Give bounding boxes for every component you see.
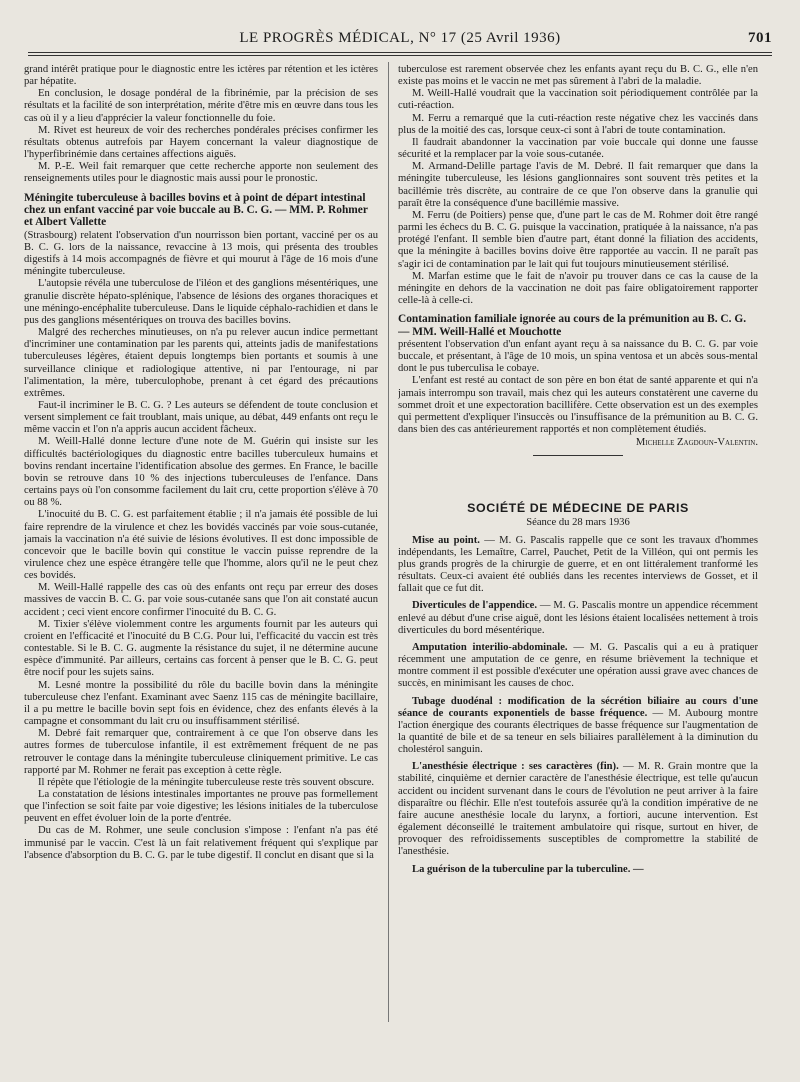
paragraph: M. Rivet est heureux de voir des recherches pondérales précises confirmer les résultats obtenus autrefois par Hayem concernant la valeur diagnostique de l'hyperfibrinémie dans certaines affections aiguës.: [24, 124, 378, 161]
paragraph: Il faudrait abandonner la vaccination par voie buccale qui donne une fausse sécurité et la remplacer par la voie sous-cutanée.: [398, 136, 758, 161]
paragraph: M. Ferru (de Poitiers) pense que, d'une part le cas de M. Rohmer doit être rangé parmi les échecs du B. C. G. puisque la vaccination, pratiquée à la naissance, n'a pas protégé l'enfant. Il semble bien d'autre part, étant donné la filiation des accidents, que la méningite à bacilles bovins doive être rapportée au vaccin. Il ne paraît pas s'agir ici de contamination par le lait qui fut toujours minutieusement stérilisé.: [398, 209, 758, 270]
paragraph: M. P.-E. Weil fait remarquer que cette recherche apporte non seulement des renseignements utiles pour le diagnostic mais aussi pour le pronostic.: [24, 161, 378, 185]
article-heading: Amputation interilio-abdominale.: [412, 641, 568, 653]
paragraph: Malgré des recherches minutieuses, on n'a pu relever aucun indice permettant d'incriminer une contamination par les parents qui, atteints jadis de manifestations tuberculeuses légères, étaient depuis longtemps bien portants et soumis à une surveillance clinique et radiologique attentive, ni par l'entourage, ni par l'alimentation, la mère, tuberculophobe, prenant à cet égard des précautions extrêmes.: [24, 327, 378, 399]
article-heading: L'anesthésie électrique : ses caractères (fin).: [412, 761, 619, 773]
article-heading: Tubage duodénal : modification de la sécrétion biliaire au cours d'une séance de courants exponentiels de basse fréquence.: [398, 695, 758, 719]
paragraph: M. Ferru a remarqué que la cuti-réaction reste négative chez les vaccinés dans plus de la moitié des cas, lorsque ceux-ci sont à l'abri de toute contamination.: [398, 112, 758, 136]
paragraph: En conclusion, le dosage pondéral de la fibrinémie, par la précision de ses résultats et la facilité de son interprétation, mérite d'être mis en œuvre dans tous les cas où il y a lieu d'apprécier la valeur fonctionnelle du foie.: [24, 88, 378, 124]
paragraph: M. Weill-Hallé rappelle des cas où des enfants ont reçu par erreur des doses massives de vaccin B. C. G. par voie sous-cutanée sans que l'on ait constaté aucun accident ; ceci vient encore confirmer l'inocuité du B. C. G.: [24, 582, 378, 618]
paragraph: M. Armand-Delille partage l'avis de M. Debré. Il fait remarquer que dans la méningite tuberculeuse, les lésions ganglionnaires sont souvent très petites et la bacillémie très discrète, au contraire de ce que l'on observe dans la granulie qui paraît être la conséquence d'une bacillémie massive.: [398, 161, 758, 209]
header-rule-double: [28, 55, 772, 56]
paragraph: Faut-il incriminer le B. C. G. ? Les auteurs se défendent de toute conclusion et versent simplement ce fait troublant, mais unique, au débat, 449 enfants ont reçu le même vaccin et l'on n'a appris aucun accident fâcheux.: [24, 399, 378, 436]
article-heading: Contamination familiale ignorée au cours de la prémunition au B. C. G. — MM. Weill-Hallé et Mouchotte: [398, 313, 747, 338]
left-column: [24, 64, 378, 1054]
article-heading: Diverticules de l'appendice.: [412, 600, 537, 612]
paragraph: La constatation de lésions intestinales importantes ne prouve pas formellement que l'infection se soit faite par voie digestive; les lésions initiales de la tuberculose peuvent en effet évoluer loin de la porte d'entrée.: [24, 788, 378, 825]
paragraph: L'autopsie révéla une tuberculose de l'iléon et des ganglions mésentériques, une granulie discrète hépato-splénique, l'absence de lésions des organes thoraciques et une méningo-encéphalite tuberculeuse. Dans le liquide céphalo-rachidien et dans le pus des ganglions mésentériques on trouva des bacilles bovins.: [24, 278, 378, 326]
section-rule: [533, 455, 623, 456]
paragraph: — M. G. Pascalis qui a eu à pratiquer récemment une amputation de ce genre, en résume brièvement la technique et montre comment il est possible d'exécuter une opération aussi grave avec chances de succès, en minimisant les causes de choc.: [398, 641, 758, 690]
paragraph: présentent l'observation d'un enfant ayant reçu à sa naissance du B. C. G. par voie buccale, et présentant, à l'âge de 10 mois, un spina ventosa et un abcès sous-mental dont le pus tuberculisa le cobaye.: [398, 338, 758, 375]
article-heading: Méningite tuberculeuse à bacilles bovins et à point de départ intestinal chez un enfant vacciné par voie buccale au B. C. G. — MM. P. Rohmer et Albert Vallette: [24, 191, 368, 229]
paragraph: M. Tixier s'élève violemment contre les arguments fournit par les auteurs qui croient en l'efficacité et l'inocuité du B C.G. Pour lui, l'efficacité du vaccin est très contestable. Si le B. C. G. augmente la résistance du sujet, il ne détermine aucune espèce d'immunité. Par ailleurs, certains cas forcent à penser que le B. C. G. peut être nocif pour les sujets sains.: [24, 618, 378, 679]
paragraph: M. Weill-Hallé donne lecture d'une note de M. Guérin qui insiste sur les difficultés bactériologiques du diagnostic entre bacilles tuberculeux humains et bovins rendant incertaine l'identification absolue des germes. En France, le bacille bovin se retrouve dans 10 % des injections tuberculeuses de l'enfance. Dans certains pays où l'on consomme facilement du lait cru, cette proportion s'élève à 70 ou 88 %.: [24, 436, 378, 509]
right-column: [398, 64, 758, 1054]
article-heading: La guérison de la tuberculine par la tuberculine. —: [412, 863, 644, 875]
paragraph: — M. Aubourg montre l'action énergique des courants électriques de basse fréquence sur l'augmentation de la quantité de bile et de sa teneur en sels biliaires parallèlement à la diminution du cholestérol sanguin.: [398, 707, 758, 756]
column-divider: [388, 62, 389, 1022]
article-heading: Mise au point.: [412, 534, 480, 546]
paragraph: grand intérêt pratique pour le diagnostic entre les ictères par rétention et les ictères par hépatite.: [24, 64, 378, 88]
page-number: 701: [748, 30, 772, 46]
paragraph: Il répète que l'étiologie de la méningite tuberculeuse reste très souvent obscure.: [38, 776, 375, 788]
paragraph: M. Debré fait remarquer que, contrairement à ce que l'on observe dans les autres formes de tuberculose infantile, il est extrêmement fréquent de ne pas retrouver le contage dans la méningite tuberculeuse cliniquement primitive. Le cas rapporté par M. Rohmer ne ferait pas exception à cette règle.: [24, 728, 378, 776]
paragraph: L'inocuité du B. C. G. est parfaitement établie ; il n'a jamais été possible de lui faire reprendre de la virulence et chez les bovidés vaccinés par voie sous-cutanée, jamais la vaccination n'a été suivie de lésions évolutives. Il est donc impossible de concevoir que le bacille bovin qui constitue le vaccin puisse reprendre de la virulence chez une espèce étrangère telle que l'homme, alors qu'il ne le peut chez ces bovidés.: [24, 509, 378, 582]
journal-title: LE PROGRÈS MÉDICAL, N° 17 (25 Avril 1936): [239, 30, 561, 46]
paragraph: — M. R. Grain montre que la stabilité, cinquième et dernier caractère de l'anesthésie électrique, est telle qu'aucun accident ou incident survenant dans le cours de l'évolution ne peut arriver à la faire disparaître ou fléchir. Elle n'est toutefois assurée qu'à la condition impérative de ne faire aucune anesthésie locale du larynx, a fortiori, aucune intervention. Est également déconseillé le traitement ambulatoire qui risque, surtout en hiver, de provoquer des refroidissements susceptibles de compromettre la stabilité de l'anesthésie.: [398, 761, 758, 858]
society-title: SOCIÉTÉ DE MÉDECINE DE PARIS: [467, 501, 689, 516]
paragraph: — M. G. Pascalis rappelle que ce sont les travaux d'hommes indépendants, les Lemaître, Carrel, Pauchet, Petit de la Villéon, qui ont permis les plus grands progrès de la chirurgie de guerre, et en ont littéralement tranformé les résultats. Ceux-ci avaient été oubliés dans les recentes interviews de Gosset, et il fallait que ce fut dit.: [398, 534, 758, 595]
paragraph: — M. G. Pascalis montre un appendice récemment enlevé au début d'une crise aiguë, dont les lésions étaient localisées nettement à trois diverticules du bord mésentérique.: [398, 600, 758, 636]
paragraph: L'enfant est resté au contact de son père en bon état de santé apparente et qui n'a jamais interrompu son travail, mais chez qui les auteurs constatèrent une caverne du sommet droit et une expectoration bacillifère. Cette observation est un des exemples qui permettent d'expliquer l'insuccès ou l'insuffisance de la prémunition au B. C. G. dans bien des cas antérieurement rapportés et non complètement étudiés.: [398, 375, 758, 436]
header-rule: [28, 52, 772, 53]
session-date: Séance du 28 mars 1936: [526, 516, 630, 528]
running-header: [28, 30, 772, 52]
author-signature: Michelle Zagdoun-Valentin.: [635, 437, 758, 449]
paragraph: (Strasbourg) relatent l'observation d'un nourrisson bien portant, vacciné per os au B. C. G. lors de la naissance, revaccine à 13 mois, qui présenta des troubles digestifs à 14 mois accompagnés de fièvre et qui mourut à l'âge de 16 mois d'une méningite tuberculeuse.: [24, 229, 378, 278]
paragraph: M. Weill-Hallé voudrait que la vaccination soit périodiquement contrôlée par la cuti-réaction.: [398, 88, 758, 112]
paragraph: Du cas de M. Rohmer, une seule conclusion s'impose : l'enfant n'a pas été immunisé par le vaccin. C'est là un fait relativement fréquent qui s'explique par l'absence d'absorption du B. C. G. par le tube digestif. Il conclut en disant que si la: [24, 825, 378, 861]
paragraph: M. Marfan estime que le fait de n'avoir pu trouver dans ce cas la cause de la méningite en dehors de la vaccination ne doit pas faire obligatoirement rapporter celle-là à celle-ci.: [398, 270, 758, 306]
paragraph: M. Lesné montre la possibilité du rôle du bacille bovin dans la méningite tuberculeuse chez l'enfant. Examinant avec Saenz 115 cas de méningite bacillaire, il a pu mettre le bacille bovin sept fois en évidence, chez des enfants élevés à la campagne et consommant du lait cru ou insuffisamment stérilisé.: [24, 679, 378, 728]
paragraph: tuberculose est rarement observée chez les enfants ayant reçu du B. C. G., elle n'en existe pas moins et le vaccin ne met pas sûrement à l'abri de la maladie.: [398, 64, 758, 88]
